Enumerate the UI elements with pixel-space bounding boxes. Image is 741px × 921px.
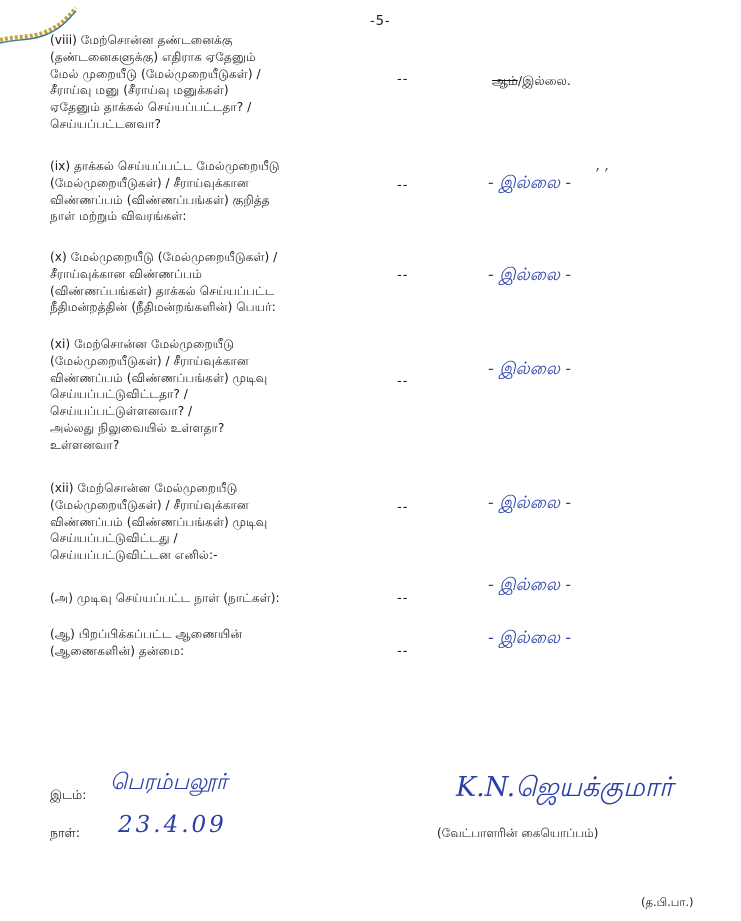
handwritten-nil-ix: - இல்லை -: [488, 173, 572, 193]
page-number: -5-: [370, 14, 391, 29]
handwritten-answer-xii: [440, 490, 580, 520]
answer-dash-xii: --: [397, 500, 409, 515]
handwritten-nil-xi: - இல்லை -: [488, 359, 572, 379]
question-xi: (xi) மேற்சொன்ன மேல்முறையீடு (மேல்முறையீடுகள்) / சீராய்வுக்கான விண்ணப்பம் (விண்ணப்பங்கள்) முடிவு செய்யப்பட்டுவிட்டதா? / செய்யப்பட்டுள்ளனவா? / அல்லது நிலுவையில் உள்ளதா? உள்ளனவா?: [50, 337, 268, 452]
signature-caption: (வேட்பாளரின் கையொப்பம்): [437, 826, 599, 840]
answer-dash-xi: --: [397, 374, 409, 389]
candidate-signature: K.N.ஜெயக்குமார்: [456, 772, 673, 803]
handwritten-nil-xii: - இல்லை -: [488, 493, 572, 513]
handwritten-answer-xi: [440, 356, 580, 386]
handwritten-answer-ix: [440, 170, 580, 200]
place-value-handwritten: பெரம்பலூர்: [110, 770, 228, 795]
answer-dash-ix: --: [397, 178, 409, 193]
form-code: (த.பி.பா.): [641, 895, 694, 909]
stray-ink-mark: , ,: [596, 158, 610, 174]
handwritten-answer-x: [440, 262, 580, 292]
answer-viii: [492, 73, 571, 90]
answer-dash-x: --: [397, 268, 409, 283]
answer-dash-aa: --: [397, 644, 409, 659]
question-viii: (viii) மேற்சொன்ன தண்டனைக்கு (தண்டனைகளுக்கு) எதிராக ஏதேனும் மேல் முறையீடு (மேல்முறையீடுகள்) / சீராய்வு மனு (சீராய்வு மனுக்கள்) ஏதேனும் தாக்கல் செய்யப்பட்டதா? / செய்யப்பட்டனவா?: [50, 33, 261, 131]
date-value-handwritten: 23.4.09: [118, 812, 227, 838]
place-label: இடம்:: [50, 787, 87, 802]
handwritten-answer-a: [440, 572, 580, 602]
question-a-decision-date: (அ) முடிவு செய்யப்பட்ட நாள் (நாட்கள்):: [50, 591, 280, 605]
question-ix: (ix) தாக்கல் செய்யப்பட்ட மேல்முறையீடு (மேல்முறையீடுகள்) / சீராய்வுக்கான விண்ணப்பம் (விண்ணப்பங்கள்) குறித்த நாள் மற்றும் விவரங்கள்:: [50, 159, 280, 224]
question-xii: (xii) மேற்சொன்ன மேல்முறையீடு (மேல்முறையீடுகள்) / சீராய்வுக்கான விண்ணப்பம் (விண்ணப்பங்கள்) முடிவு செய்யப்பட்டுவிட்டது / செய்யப்பட்டுவிட்டன எனில்:-: [50, 481, 268, 563]
question-x: (x) மேல்முறையீடு (மேல்முறையீடுகள்) / சீராய்வுக்கான விண்ணப்பம் (விண்ணப்பங்கள்) தாக்கல் செய்யப்பட்ட நீதிமன்றத்தின் (நீதிமன்றங்களின்) பெயர்:: [50, 250, 278, 315]
answer-yes-struck: ஆம்: [492, 73, 518, 88]
question-aa-order-nature: (ஆ) பிறப்பிக்கப்பட்ட ஆணையின் (ஆணைகளின்) தன்மை:: [50, 627, 243, 658]
handwritten-nil-x: - இல்லை -: [488, 265, 572, 285]
handwritten-answer-aa: [440, 625, 580, 655]
answer-no: /இல்லை.: [517, 73, 571, 88]
answer-dash-viii: --: [397, 72, 409, 87]
date-label: நாள்:: [50, 825, 81, 840]
answer-dash-a: --: [397, 591, 409, 606]
handwritten-nil-aa: - இல்லை -: [488, 628, 572, 648]
handwritten-nil-a: - இல்லை -: [488, 575, 572, 595]
